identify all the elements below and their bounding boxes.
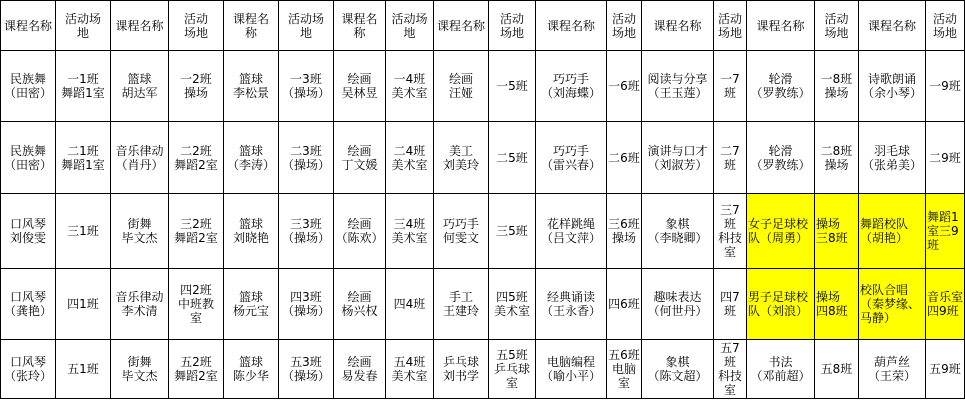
- venue-cell: 一3班 （操场）: [279, 51, 334, 122]
- course-cell: 篮球 李松景: [224, 51, 279, 122]
- header-cell: 活动 场地: [714, 1, 747, 51]
- course-cell: 趣味表达 （何世丹）: [642, 269, 714, 340]
- course-cell: 篮球 陈少华: [224, 340, 279, 399]
- course-cell: 绘画 汪娅: [434, 51, 489, 122]
- venue-cell: 一7班: [714, 51, 747, 122]
- venue-cell: 四5班 美术室: [489, 269, 536, 340]
- venue-cell: 四7班: [714, 269, 747, 340]
- course-cell: 巧巧手 何雯文: [434, 194, 489, 269]
- course-cell: 葫芦丝 （王荣）: [859, 340, 926, 399]
- course-cell: 口风琴 （张玲）: [1, 340, 56, 399]
- venue-cell: 一1班 舞蹈1室: [56, 51, 111, 122]
- header-cell: 活动场 地: [279, 1, 334, 51]
- header-cell: 活动 场地: [926, 1, 965, 51]
- venue-cell: 一4班 美术室: [386, 51, 434, 122]
- course-cell-highlighted: 男子足球校 队（刘浪）: [747, 269, 815, 340]
- course-cell: 街舞 毕文杰: [111, 340, 169, 399]
- venue-cell: 五7班 科技 室: [714, 340, 747, 399]
- header-row: [1, 1, 965, 51]
- header-cell: 课程名称: [642, 1, 714, 51]
- venue-cell: 二4班 美术室: [386, 122, 434, 194]
- course-cell: 绘画 （陈欢）: [334, 194, 386, 269]
- course-cell: 篮球 胡达军: [111, 51, 169, 122]
- venue-cell: 四3班 （操场）: [279, 269, 334, 340]
- course-cell: 电脑编程 （喻小平）: [536, 340, 607, 399]
- venue-cell: 四2班 中班教 室: [169, 269, 224, 340]
- venue-cell: 三2班 舞蹈2室: [169, 194, 224, 269]
- header-cell: 活动场 地: [56, 1, 111, 51]
- venue-cell: 二5班: [489, 122, 536, 194]
- header-cell: 活动场 地: [386, 1, 434, 51]
- course-cell: 绘画 丁文媛: [334, 122, 386, 194]
- venue-cell: 三1班: [56, 194, 111, 269]
- course-cell: 乒乓球 刘书学: [434, 340, 489, 399]
- venue-cell: 二1班 舞蹈1室: [56, 122, 111, 194]
- course-cell: 街舞 毕文杰: [111, 194, 169, 269]
- venue-cell: 一5班: [489, 51, 536, 122]
- course-cell: 象棋 （李晓卿）: [642, 194, 714, 269]
- course-cell: 篮球 杨元宝: [224, 269, 279, 340]
- venue-cell: 三3班 （操场）: [279, 194, 334, 269]
- course-cell: 绘画 吴林昱: [334, 51, 386, 122]
- venue-cell: 五8班: [815, 340, 859, 399]
- venue-cell: 三6班 操场: [607, 194, 642, 269]
- header-cell: 课程名称: [859, 1, 926, 51]
- venue-cell: 四6班: [607, 269, 642, 340]
- course-cell: 民族舞 （田密）: [1, 122, 56, 194]
- venue-cell: 二7班: [714, 122, 747, 194]
- venue-cell: 一2班 操场: [169, 51, 224, 122]
- course-cell: 阅读与分享 （王玉莲）: [642, 51, 714, 122]
- course-cell: 轮滑 （罗教练）: [747, 122, 815, 194]
- course-cell: 巧巧手 （雷兴春）: [536, 122, 607, 194]
- header-cell: 课程名称: [747, 1, 815, 51]
- course-cell: 手工 王建玲: [434, 269, 489, 340]
- header-cell: 活动 场地: [815, 1, 859, 51]
- venue-cell-highlighted: 舞蹈1 室三9 班: [926, 194, 965, 269]
- table-row: [1, 269, 965, 340]
- venue-cell: 二2班 舞蹈2室: [169, 122, 224, 194]
- venue-cell: 二6班: [607, 122, 642, 194]
- venue-cell: 五4班 美术室: [386, 340, 434, 399]
- venue-cell: 五2班 舞蹈2室: [169, 340, 224, 399]
- course-cell: 经典诵读 （王永香）: [536, 269, 607, 340]
- course-cell: 绘画 易发春: [334, 340, 386, 399]
- header-cell: 活动 场地: [489, 1, 536, 51]
- course-cell: 民族舞 （田密）: [1, 51, 56, 122]
- header-cell: 活动 场地: [607, 1, 642, 51]
- venue-cell: 五6班 电脑 室: [607, 340, 642, 399]
- header-cell: 课程名 称: [334, 1, 386, 51]
- course-cell: 巧巧手 （刘海蝶）: [536, 51, 607, 122]
- table-row: [1, 340, 965, 399]
- venue-cell-highlighted: 操场 三8班: [815, 194, 859, 269]
- course-cell: 美工 刘美玲: [434, 122, 489, 194]
- venue-cell: 一6班: [607, 51, 642, 122]
- course-cell: 绘画 杨兴权: [334, 269, 386, 340]
- venue-cell: 二9班: [926, 122, 965, 194]
- course-cell-highlighted: 校队合唱 （秦梦缘、 马静）: [859, 269, 926, 340]
- course-cell-highlighted: 舞蹈校队 （胡艳）: [859, 194, 926, 269]
- header-cell: 课程名称: [1, 1, 56, 51]
- course-cell: 音乐律动 李术清: [111, 269, 169, 340]
- course-cell: 诗歌朗诵 （余小琴）: [859, 51, 926, 122]
- course-cell-highlighted: 女子足球校 队（周勇）: [747, 194, 815, 269]
- venue-cell: 五1班: [56, 340, 111, 399]
- header-cell: 课程名称: [536, 1, 607, 51]
- venue-cell: 三4班 美术室: [386, 194, 434, 269]
- course-cell: 音乐律动 （肖丹）: [111, 122, 169, 194]
- table-row: [1, 122, 965, 194]
- course-cell: 篮球 （李涛）: [224, 122, 279, 194]
- venue-cell: 二8班 操场: [815, 122, 859, 194]
- course-cell: 口风琴 刘俊雯: [1, 194, 56, 269]
- course-cell: 花样跳绳 （吕文萍）: [536, 194, 607, 269]
- header-cell: 课程名 称: [224, 1, 279, 51]
- venue-cell: 二3班 （操场）: [279, 122, 334, 194]
- venue-cell: 五9班: [926, 340, 965, 399]
- header-cell: 活动 场地: [169, 1, 224, 51]
- venue-cell: 一8班 操场: [815, 51, 859, 122]
- course-cell: 羽毛球 （张弟美）: [859, 122, 926, 194]
- venue-cell: 五3班 （操场）: [279, 340, 334, 399]
- course-cell: 书法 （邓前超）: [747, 340, 815, 399]
- venue-cell-highlighted: 操场 四8班: [815, 269, 859, 340]
- header-cell: 课程名称: [434, 1, 489, 51]
- course-cell: 轮滑 （罗教练）: [747, 51, 815, 122]
- course-cell: 象棋 （陈文超）: [642, 340, 714, 399]
- course-cell: 演讲与口才 （刘淑芳）: [642, 122, 714, 194]
- table-row: [1, 194, 965, 269]
- course-cell: 口风琴 （龚艳）: [1, 269, 56, 340]
- table-row: [1, 51, 965, 122]
- venue-cell: 四1班: [56, 269, 111, 340]
- venue-cell: 三7班 科技 室: [714, 194, 747, 269]
- venue-cell: 四4班: [386, 269, 434, 340]
- header-cell: 课程名称: [111, 1, 169, 51]
- venue-cell-highlighted: 音乐室 四9班: [926, 269, 965, 340]
- venue-cell: 五5班 乒乓球 室: [489, 340, 536, 399]
- venue-cell: 三5班: [489, 194, 536, 269]
- course-cell: 篮球 刘晓艳: [224, 194, 279, 269]
- venue-cell: 一9班: [926, 51, 965, 122]
